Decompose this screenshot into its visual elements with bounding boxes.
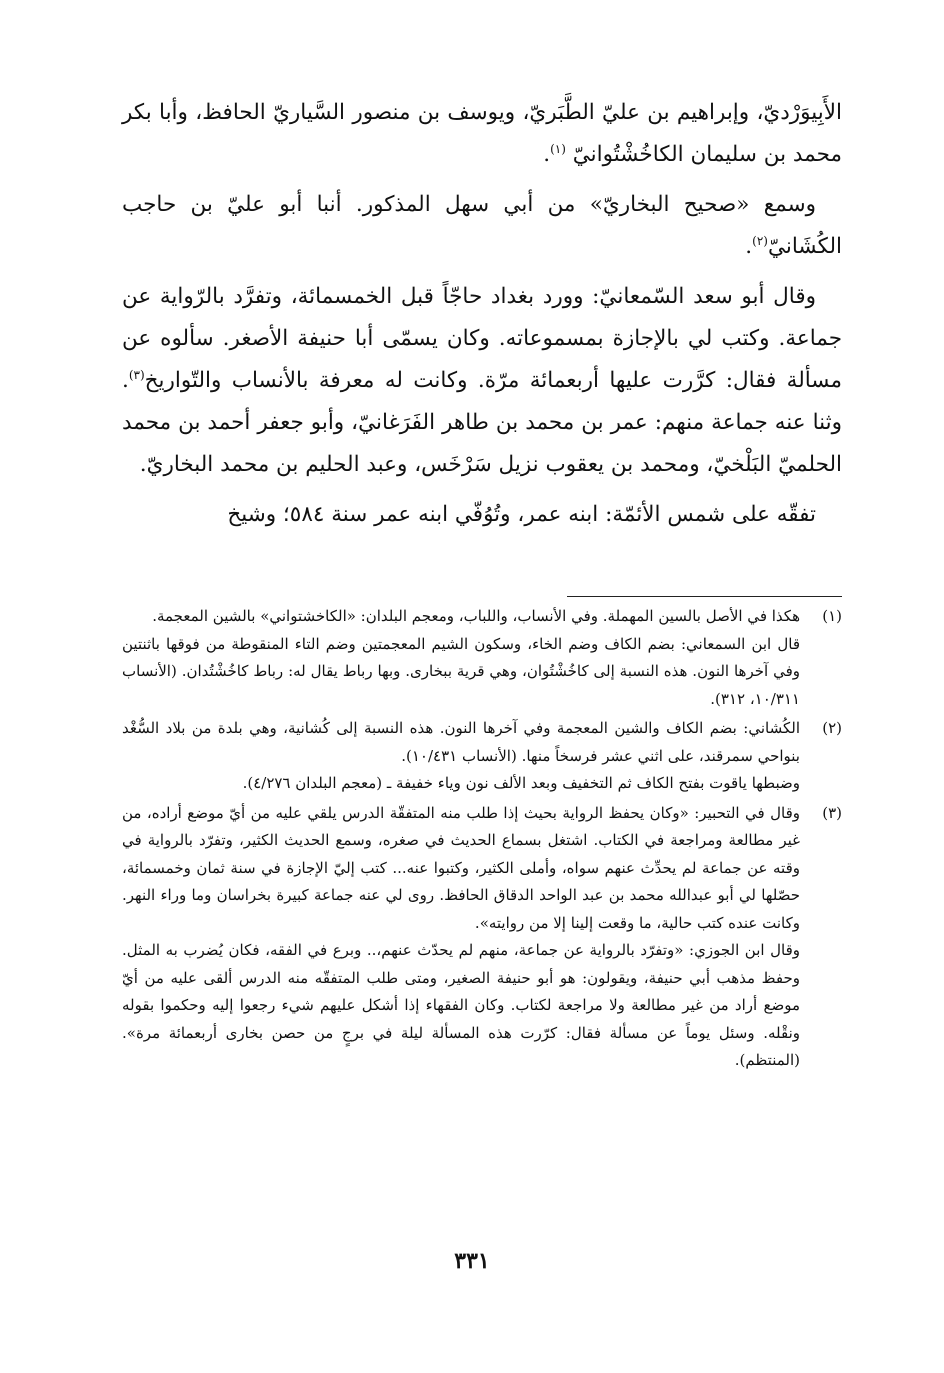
footnote-1 [122, 603, 842, 713]
footnote-1-number: (١) [822, 607, 842, 625]
footnote-ref-2: (٢) [752, 233, 768, 248]
paragraph-2-end: . [745, 234, 753, 259]
footnote-2 [122, 715, 842, 798]
footnotes [122, 603, 842, 1075]
paragraph-3-text-a: وقال أبو سعد السّمعانيّ: وورد بغداد حاجّاً قبل الخمسمائة، وتفرَّد بالرّواية عن جماعة. وكتب لي بالإجازة بمسموعاته. وكان يسمّى أبا حنيفة الأصغر. سألوه عن مسألة فقال: كرَّرت عليها أربعمائة مرّة. وكانت له معرفة بالأنساب والتّواريخ [122, 284, 842, 393]
footnote-3-para-b: وقال ابن الجوزي: «وتفرّد بالرواية عن جماعة، منهم لم يحدّث عنهم،.. وبرع في الفقه، فكان يُضرب به المثل. وحفظ مذهب أبي حنيفة، ويقولون: هو أبو حنيفة الصغير، ومتى طلب المتفقّه منه الدرس ألقى عليه من أيّ موضع أراد من غير مطالعة ولا مراجعة لكتاب. وكان الفقهاء إذا أشكل عليهم شيء رجعوا إليه وحكموا بقوله ونقْله. وسئل يوماً عن مسألة فقال: كرّرت هذه المسألة ليلة في برجٍ من حصن بخارى أربعمائة مرة». (المنتظم). [122, 941, 800, 1069]
footnote-3-para-a: وقال في التحبير: «وكان يحفظ الرواية بحيث إذا طلب منه المتفقّة الدرس يلقي عليه من أيّ موضع أراده، من غير مطالعة ومراجعة في الكتاب. اشتغل بسماع الحديث في صغره، وسمع الحديث الكثير، وتفرّد بالرواية في وقته عن جماعة لم يحدِّث عنهم سواه، وأملى الكثير، وكتبوا عنه... كتب إليّ الإجازة في سنة ثمان وخمسمائة، حصّلها لي أبو عبدالله محمد بن عبد الواحد الدقاق الحافظ. روى لي عنه جماعة كبيرة بخراسان وما وراء النهر. وكانت عنده كتب حالية، ما وقعت إلينا إلا من روايته». [122, 803, 800, 932]
footnote-1-para-b: قال ابن السمعاني: بضم الكاف وضم الخاء، وسكون الشيم المعجمتين وضم التاء المنقوطة من فوقها باثنتين وفي آخرها النون. هذه النسبة إلى كاخُشْتُوان، وهي قرية ببخارى. وبها رباط يقال له: رباط كاخُشْتُدان. (الأنساب ١٠/٣١١، ٣١٢). [122, 634, 800, 708]
page-number: ٣٣١ [454, 1248, 490, 1274]
footnote-ref-3: (٣) [128, 367, 145, 382]
footnote-3 [122, 800, 842, 1075]
paragraph-3-text-b: . وثنا عنه جماعة منهم: عمر بن محمد بن طاهر الفَرَغانيّ، وأبو جعفر أحمد بن محمد الحلميّ البَلْخيّ، ومحمد بن يعقوب نزيل سَرْخَس، وعبد الحليم بن محمد البخاريّ. [122, 368, 842, 477]
footnote-2-para-a: الكُشاني: بضم الكاف والشين المعجمة وفي آخرها النون. هذه النسبة إلى كُشانية، وهي بلدة من بلاد السُّغْد بنواحي سمرقند، على اثني عشر فرسخاً منها. (الأنساب ١٠/٤٣١). [122, 719, 800, 765]
paragraph-1-end: . [543, 142, 551, 167]
footnote-separator [567, 596, 842, 597]
main-text [122, 92, 842, 536]
footnote-2-para-b: وضبطها ياقوت بفتح الكاف ثم التخفيف وبعد الألف نون وياء خفيفة ـ (معجم البلدان ٤/٢٧٦). [242, 774, 800, 792]
footnote-3-number: (٣) [822, 803, 842, 822]
footnote-1-para-a: هكذا في الأصل بالسين المهملة. وفي الأنساب، واللباب، ومعجم البلدان: «الكاخشتواني» بالشين المعجمة. [152, 607, 800, 625]
paragraph-2 [122, 184, 842, 268]
paragraph-1 [122, 92, 842, 176]
paragraph-1-text: الأَبِيوَرْديّ، وإبراهيم بن عليّ الطَّبَريّ، ويوسف بن منصور السَّياريّ الحافظ، وأبا بكر محمد بن سليمان الكاخُشْتُوانيّ [122, 100, 842, 167]
footnote-2-number: (٢) [822, 719, 842, 737]
paragraph-4: تفقّه على شمس الأئمّة: ابنه عمر، وتُوُفّي ابنه عمر سنة ٥٨٤؛ وشيخ [227, 502, 816, 527]
paragraph-3 [122, 276, 842, 486]
footnote-ref-1: (١) [550, 141, 566, 156]
paragraph-2-text: وسمع «صحيح البخاريّ» من أبي سهل المذكور. أنبا أبو عليّ بن حاجب الكُشَانيّ [122, 192, 842, 259]
